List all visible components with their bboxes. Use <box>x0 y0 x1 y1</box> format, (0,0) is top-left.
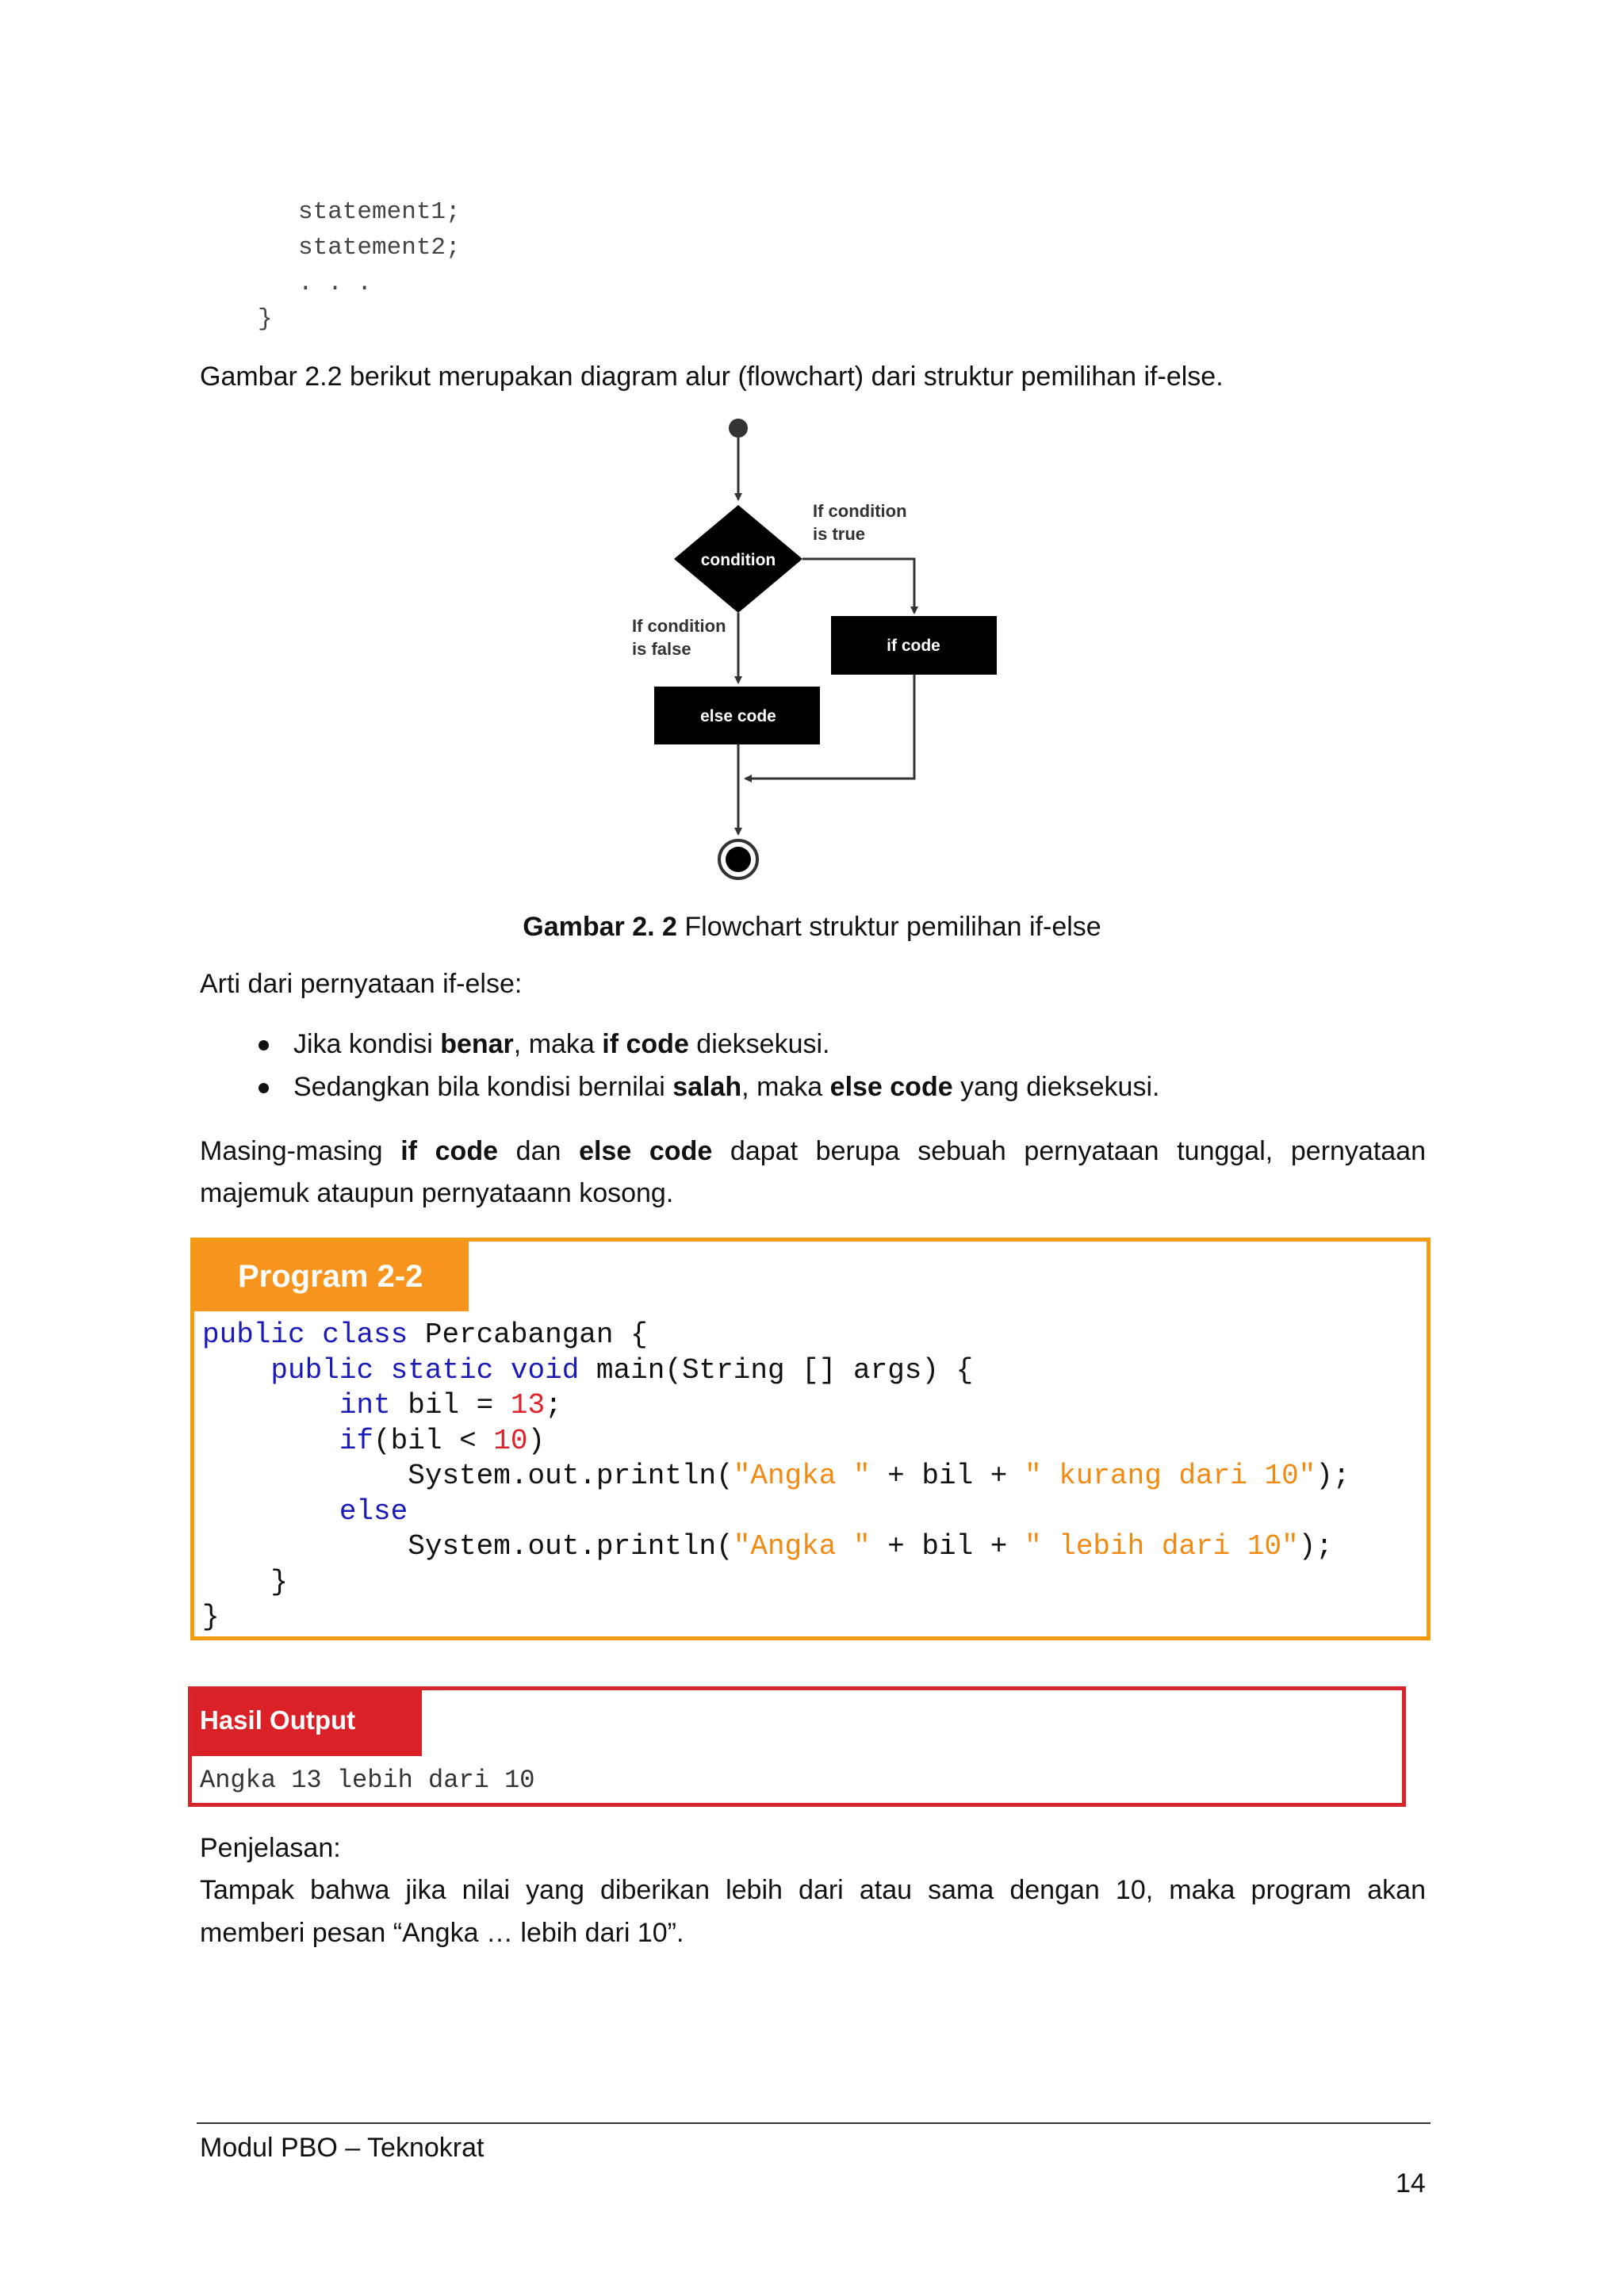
explanation-heading: Penjelasan: <box>200 1833 341 1863</box>
list-item: Sedangkan bila kondisi bernilai salah, maka else code yang dieksekusi. <box>251 1066 1159 1108</box>
else-code-label: else code <box>700 707 776 725</box>
bullet-icon <box>259 1040 269 1050</box>
figure-caption <box>0 905 1624 948</box>
code-fragment-line-1: statement1; <box>298 198 461 226</box>
code-line: public class Percabangan { <box>202 1318 648 1351</box>
explanation-line-1: Tampak bahwa jika nilai yang diberikan lebih dari atau sama dengan 10, maka program akan <box>200 1875 1426 1905</box>
bullet-icon <box>259 1083 269 1093</box>
true-branch-label-1: If condition <box>813 501 907 521</box>
code-line: else <box>339 1494 408 1528</box>
figure-caption-number: Gambar 2. 2 <box>523 912 677 942</box>
output-text: Angka 13 lebih dari 10 <box>200 1766 535 1795</box>
output-box <box>188 1686 1406 1807</box>
paragraph-line-2: majemuk ataupun pernyataann kosong. <box>200 1178 674 1208</box>
meaning-heading: Arti dari pernyataan if-else: <box>200 969 523 999</box>
meaning-list <box>251 1023 1159 1108</box>
program-listing-box <box>190 1238 1431 1640</box>
if-code-label: if code <box>887 637 940 655</box>
decision-label: condition <box>700 551 776 569</box>
program-code <box>202 1318 1350 1636</box>
output-title-tab: Hasil Output <box>192 1690 422 1756</box>
footer-divider <box>197 2122 1431 2124</box>
code-line: System.out.println("Angka " + bil + " kurang dari 10"); <box>408 1460 1350 1492</box>
explanation-line-2: memberi pesan “Angka … lebih dari 10”. <box>200 1918 684 1948</box>
code-line: System.out.println("Angka " + bil + " lebih dari 10"); <box>408 1530 1333 1563</box>
start-node <box>729 419 748 438</box>
intro-paragraph: Gambar 2.2 berikut merupakan diagram alur (flowchart) dari struktur pemilihan if-else. <box>200 362 1224 392</box>
true-branch-label-2: is true <box>813 524 866 544</box>
code-fragment-line-2: statement2; <box>298 234 461 262</box>
figure-caption-text: Flowchart struktur pemilihan if-else <box>676 912 1101 942</box>
code-fragment-line-3: . . . <box>298 270 373 297</box>
code-fragment-line-4: } <box>258 305 273 333</box>
false-branch-label-2: is false <box>632 639 691 659</box>
paragraph-line-1: Masing-masing if code dan else code dapat berupa sebuah pernyataan tunggal, pernyataan <box>200 1136 1427 1166</box>
if-else-flowchart <box>619 408 999 892</box>
program-title-tab: Program 2-2 <box>194 1242 469 1311</box>
false-branch-label-1: If condition <box>632 616 726 636</box>
true-branch-arrow <box>802 559 914 613</box>
list-item: Jika kondisi benar, maka if code dieksekusi. <box>251 1023 1159 1066</box>
code-line: public static void main(String [] args) { <box>270 1353 974 1387</box>
code-line: } <box>202 1601 220 1633</box>
page-number: 14 <box>1396 2168 1426 2198</box>
code-line: int bil = 13; <box>339 1389 562 1422</box>
code-line: } <box>202 1565 289 1598</box>
code-line: if(bil < 10) <box>339 1424 546 1457</box>
footer-title: Modul PBO – Teknokrat <box>200 2133 485 2163</box>
end-node <box>726 847 751 872</box>
